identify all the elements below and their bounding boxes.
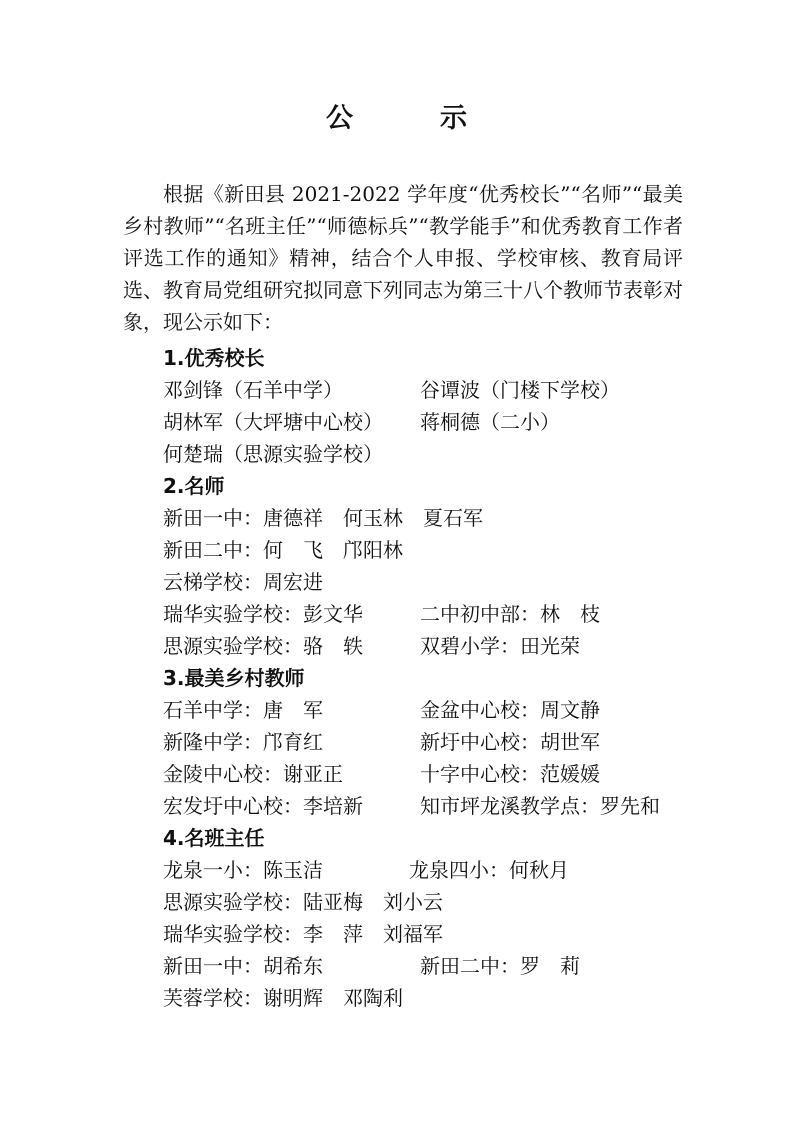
entry-left: 何楚瑞（思源实验学校）: [163, 442, 383, 466]
entry-left: 石羊中学：唐 军: [163, 698, 323, 722]
list-item: [163, 438, 763, 470]
intro-paragraph: 根据《新田县 2021-2022 学年度“优秀校长”“名师”“最美乡村教师”“名班主任”“师德标兵”“教学能手”和优秀教育工作者评选工作的通知》精神，结合个人申报、学校审核、教育局评选、教育局党组研究拟同意下列同志为第三十八个教师节表彰对象，现公示如下：: [123, 182, 683, 334]
list-item: [163, 886, 763, 918]
entry-left: 邓剑锋（石羊中学）: [163, 378, 343, 402]
section-heading-principals: 1.优秀校长: [163, 346, 265, 370]
page-title: 公 示: [326, 103, 497, 134]
entry-right: 十字中心校：范媛媛: [420, 762, 600, 786]
list-item: [163, 758, 763, 790]
entry-left: 思源实验学校：骆 轶: [163, 634, 363, 658]
entry-right: 谷谭波（门楼下学校）: [420, 378, 620, 402]
entry-left: 芙蓉学校：谢明辉 邓陶利: [163, 986, 403, 1010]
entry-left: 胡林军（大坪塘中心校）: [163, 410, 383, 434]
entry-left: 瑞华实验学校：彭文华: [163, 602, 363, 626]
entry-left: 思源实验学校：陆亚梅 刘小云: [163, 890, 443, 914]
entry-left: 新隆中学：邝育红: [163, 730, 323, 754]
list-item: [163, 566, 763, 598]
entry-left: 新田一中：唐德祥 何玉林 夏石军: [163, 506, 483, 530]
entry-left: 宏发圩中心校：李培新: [163, 794, 363, 818]
list-item: [163, 598, 763, 630]
entry-right: 知市坪龙溪教学点：罗先和: [420, 794, 660, 818]
list-item: [163, 630, 763, 662]
section-heading-famous-teachers: 2.名师: [163, 474, 225, 498]
list-item: [163, 534, 763, 566]
list-item: [163, 950, 763, 982]
entry-right: 新田二中：罗 莉: [420, 954, 580, 978]
list-item: [163, 694, 763, 726]
list-item: [163, 406, 763, 438]
list-item: [163, 982, 763, 1014]
list-item: [163, 726, 763, 758]
list-item: [163, 374, 763, 406]
section-heading-head-teachers: 4.名班主任: [163, 826, 265, 850]
entry-left: 龙泉一小：陈玉洁: [163, 858, 323, 882]
entry-right: 蒋桐德（二小）: [420, 410, 560, 434]
entry-left: 新田一中：胡希东: [163, 954, 323, 978]
section-heading-rural-teachers: 3.最美乡村教师: [163, 666, 305, 690]
list-item: [163, 854, 763, 886]
entry-right: 二中初中部：林 枝: [420, 602, 600, 626]
entry-right: 金盆中心校：周文静: [420, 698, 600, 722]
entry-right: 新圩中心校：胡世军: [420, 730, 600, 754]
award-list: [163, 342, 763, 1014]
list-item: [163, 918, 763, 950]
entry-left: 云梯学校：周宏进: [163, 570, 323, 594]
entry-right: 双碧小学：田光荣: [420, 634, 580, 658]
list-item: [163, 502, 763, 534]
entry-left: 金陵中心校：谢亚正: [163, 762, 343, 786]
entry-left: 瑞华实验学校：李 萍 刘福军: [163, 922, 443, 946]
list-item: [163, 790, 763, 822]
entry-right: 龙泉四小：何秋月: [409, 858, 569, 882]
entry-left: 新田二中：何 飞 邝阳林: [163, 538, 403, 562]
